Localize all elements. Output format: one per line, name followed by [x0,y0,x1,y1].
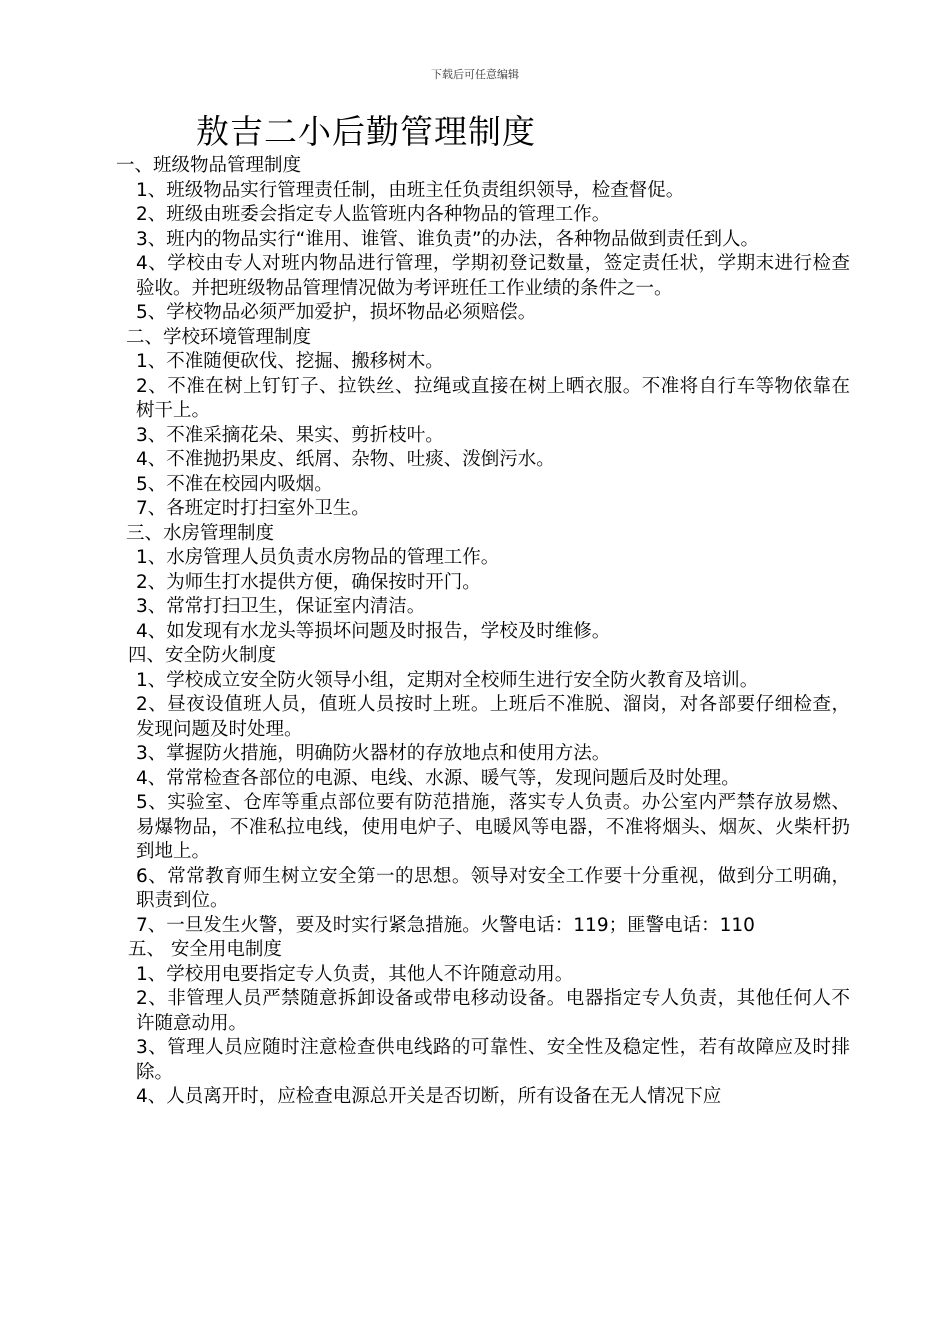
section-heading: 三、水房管理制度 [126,522,275,544]
section-heading: 二、学校环境管理制度 [126,326,312,348]
section-heading: 五、 安全用电制度 [128,939,282,960]
rule-item: 4、常常检查各部位的电源、电线、水源、暖气等，发现问题后及时处理。 [136,767,740,789]
rule-item: 1、学校用电要指定专人负责，其他人不许随意动用。 [136,963,574,985]
rule-item: 4、如发现有水龙头等损坏问题及时报告，学校及时维修。 [136,620,611,642]
rule-item: 3、班内的物品实行“谁用、谁管、谁负责”的办法，各种物品做到责任到人。 [136,228,759,250]
rule-item: 5、学校物品必须严加爱护，损坏物品必须赔偿。 [136,302,537,323]
rule-item: 5、实验室、仓库等重点部位要有防范措施，落实专人负责。办公室内严禁存放易燃、易爆物品，不准私拉电线，使用电炉子、电暖风等电器，不准将烟头、烟灰、火柴杆扔到地上。 [136,792,850,862]
rule-item: 3、掌握防火措施，明确防火器材的存放地点和使用方法。 [136,743,611,764]
section-heading: 一、班级物品管理制度 [116,155,302,176]
rule-item: 1、水房管理人员负责水房物品的管理工作。 [136,547,500,568]
section-heading: 四、安全防火制度 [128,645,277,666]
document-body [116,154,850,1110]
rule-item: 2、不准在树上钉钉子、拉铁丝、拉绳或直接在树上晒衣服。不准将自行车等物依靠在树干上。 [136,375,850,421]
header-note: 下载后可任意编辑 [431,68,519,81]
rule-item: 2、非管理人员严禁随意拆卸设备或带电移动设备。电器指定专人负责，其他任何人不许随意动用。 [136,988,850,1034]
rule-item: 7、一旦发生火警，要及时实行紧急措施。火警电话：119；匪警电话：110 [136,914,755,936]
document-title: 敖吉二小后勤管理制度 [196,112,536,151]
rule-item: 6、常常教育师生树立安全第一的思想。领导对安全工作要十分重视，做到分工明确，职责到位。 [136,865,850,911]
rule-item: 1、不准随便砍伐、挖掘、搬移树木。 [136,351,444,372]
rule-item: 3、管理人员应随时注意检查供电线路的可靠性、安全性及稳定性，若有故障应及时排除。 [136,1037,850,1083]
rule-item: 4、人员离开时，应检查电源总开关是否切断，所有设备在无人情况下应 [136,1086,722,1107]
rule-item: 1、班级物品实行管理责任制，由班主任负责组织领导，检查督促。 [136,179,685,201]
rule-item: 3、常常打扫卫生，保证室内清洁。 [136,596,426,617]
rule-item: 7、各班定时打扫室外卫生。 [136,498,370,519]
rule-item: 4、不准抛扔果皮、纸屑、杂物、吐痰、泼倒污水。 [136,449,555,470]
rule-item: 1、学校成立安全防火领导小组，定期对全校师生进行安全防火教育及培训。 [136,669,759,691]
rule-item: 4、学校由专人对班内物品进行管理，学期初登记数量，签定责任状，学期末进行检查验收。并把班级物品管理情况做为考评班任工作业绩的条件之一。 [136,253,850,299]
rule-item: 2、昼夜设值班人员，值班人员按时上班。上班后不准脱、溜岗，对各部要仔细检查，发现问题及时处理。 [136,694,850,740]
rule-item: 5、不准在校园内吸烟。 [136,473,333,495]
rule-item: 2、为师生打水提供方便，确保按时开门。 [136,571,481,593]
rule-item: 2、班级由班委会指定专人监管班内各种物品的管理工作。 [136,204,611,225]
rule-item: 3、不准采摘花朵、果实、剪折枝叶。 [136,424,444,446]
